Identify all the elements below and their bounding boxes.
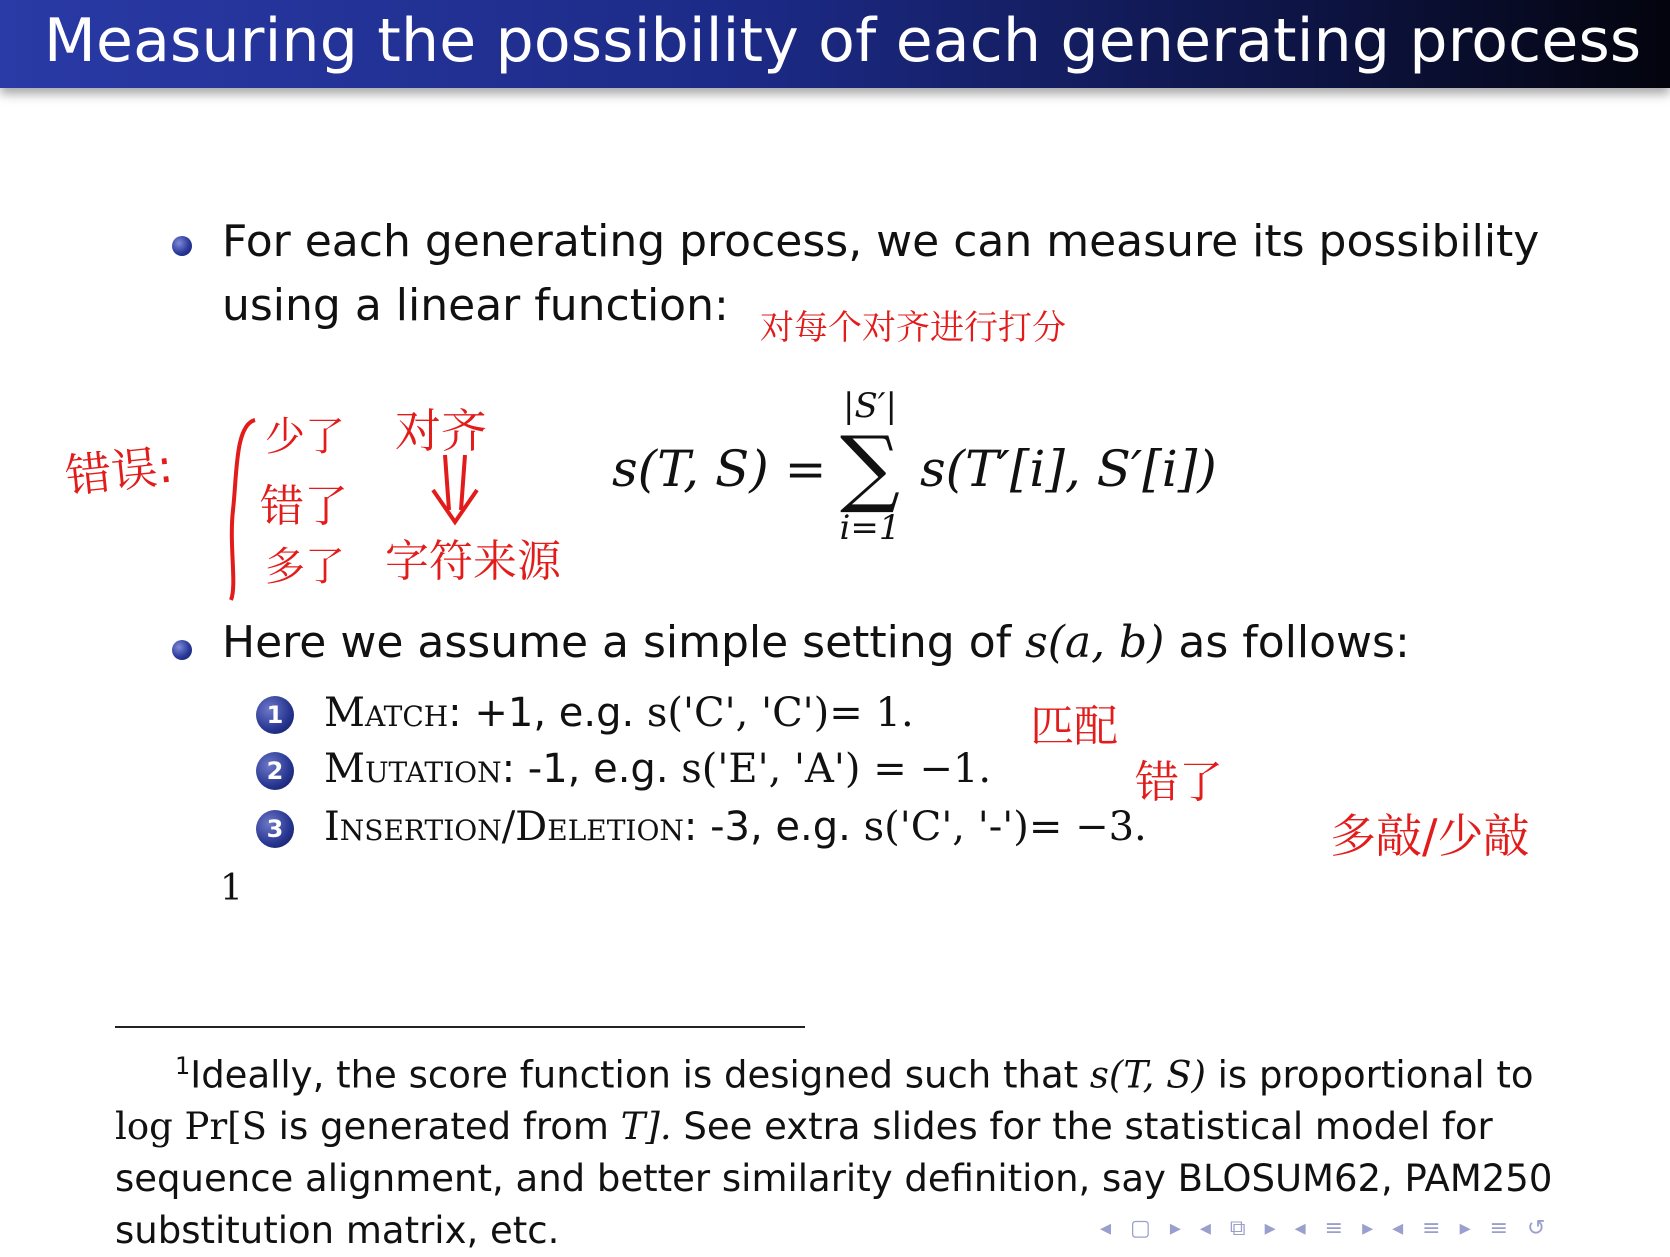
bullet-2-lead: Here we assume a simple setting of (222, 617, 1012, 668)
bullet-2-math: s(a, b) (1025, 617, 1165, 668)
bullet-2-marker (172, 640, 192, 660)
item-text: : +1, e.g. (448, 690, 647, 736)
sum-lower-limit: i=1 (839, 508, 901, 548)
brace-icon (225, 415, 265, 605)
annotation-err-many: 多了 (265, 544, 345, 590)
footnote-text: is proportional to (1205, 1053, 1534, 1097)
item-name: Mutation (324, 746, 502, 792)
footnote-math: s(T, S) (1089, 1053, 1206, 1097)
annotation-char-source: 字符来源 (385, 536, 561, 587)
bullet-2-text (222, 617, 1410, 668)
footnote-line-1 (115, 1040, 1565, 1101)
summation (830, 388, 910, 546)
footnote-math: T]. (620, 1105, 672, 1149)
bullet-1-marker (172, 236, 192, 256)
bullet-1-line-2: using a linear function: (222, 280, 729, 331)
footnote-text: is generated from (266, 1105, 621, 1149)
footnote-text: Ideally, the score function is designed such that (190, 1053, 1090, 1097)
footnote-text: See extra slides for the statistical model for (671, 1105, 1493, 1149)
annotation-mutation: 错了 (1135, 757, 1223, 808)
footnote-marker: 1 (220, 868, 243, 909)
slide-title: Measuring the possibility of each generating process (44, 6, 1642, 76)
footnote-line-2 (115, 1101, 1565, 1153)
item-text: : -3, e.g. (683, 804, 864, 850)
annotation-align-word: 对齐 (395, 404, 487, 458)
item-name: Match (324, 690, 449, 736)
beamer-navigation[interactable]: ◂ ▢ ▸ ◂ ⧉ ▸ ◂ ≡ ▸ ◂ ≡ ▸ ≡ ↺ (1100, 1216, 1552, 1241)
score-formula (612, 440, 827, 498)
bullet-1-line-1: For each generating process, we can measure its possibility (222, 216, 1540, 267)
annotation-err-few: 少了 (265, 414, 345, 460)
annotation-align-score: 对每个对齐进行打分 (760, 308, 1066, 348)
enum-item-mutation (324, 746, 991, 792)
annotation-err-wrong: 错了 (260, 481, 348, 532)
annotation-indel: 多敲/少敲 (1330, 809, 1530, 863)
formula-rhs: s(T′[i], S′[i]) (920, 440, 1217, 498)
title-bar (0, 0, 1670, 88)
footnote-line-4: substitution matrix, etc. (115, 1209, 560, 1253)
item-math: s('C', '-')= −3. (863, 804, 1147, 850)
footnote-line-3: sequence alignment, and better similarity definition, say BLOSUM62, PAM250 (115, 1157, 1553, 1201)
footnote-sup: 1 (175, 1052, 191, 1080)
footnote-math: log Pr[S (115, 1105, 267, 1149)
enum-item-indel (324, 804, 1147, 850)
item-math: s('E', 'A') = −1. (681, 746, 992, 792)
enum-marker-1: 1 (256, 696, 294, 734)
annotation-errors-label: 错误: (62, 438, 176, 504)
sum-symbol: ∑ (840, 418, 900, 516)
item-text: : -1, e.g. (501, 746, 682, 792)
bullet-2-tail: as follows: (1178, 617, 1410, 668)
sum-upper-limit: |S′| (843, 386, 897, 426)
item-name: Insertion/Deletion (324, 804, 684, 850)
enum-marker-3: 3 (256, 810, 294, 848)
annotation-match: 匹配 (1030, 701, 1118, 752)
footnote-rule (115, 1026, 805, 1028)
formula-lhs: s(T, S) = (612, 440, 827, 498)
item-math: s('C', 'C')= 1. (646, 690, 914, 736)
enum-item-match (324, 690, 914, 736)
enum-marker-2: 2 (256, 752, 294, 790)
down-arrow-icon (425, 450, 485, 530)
